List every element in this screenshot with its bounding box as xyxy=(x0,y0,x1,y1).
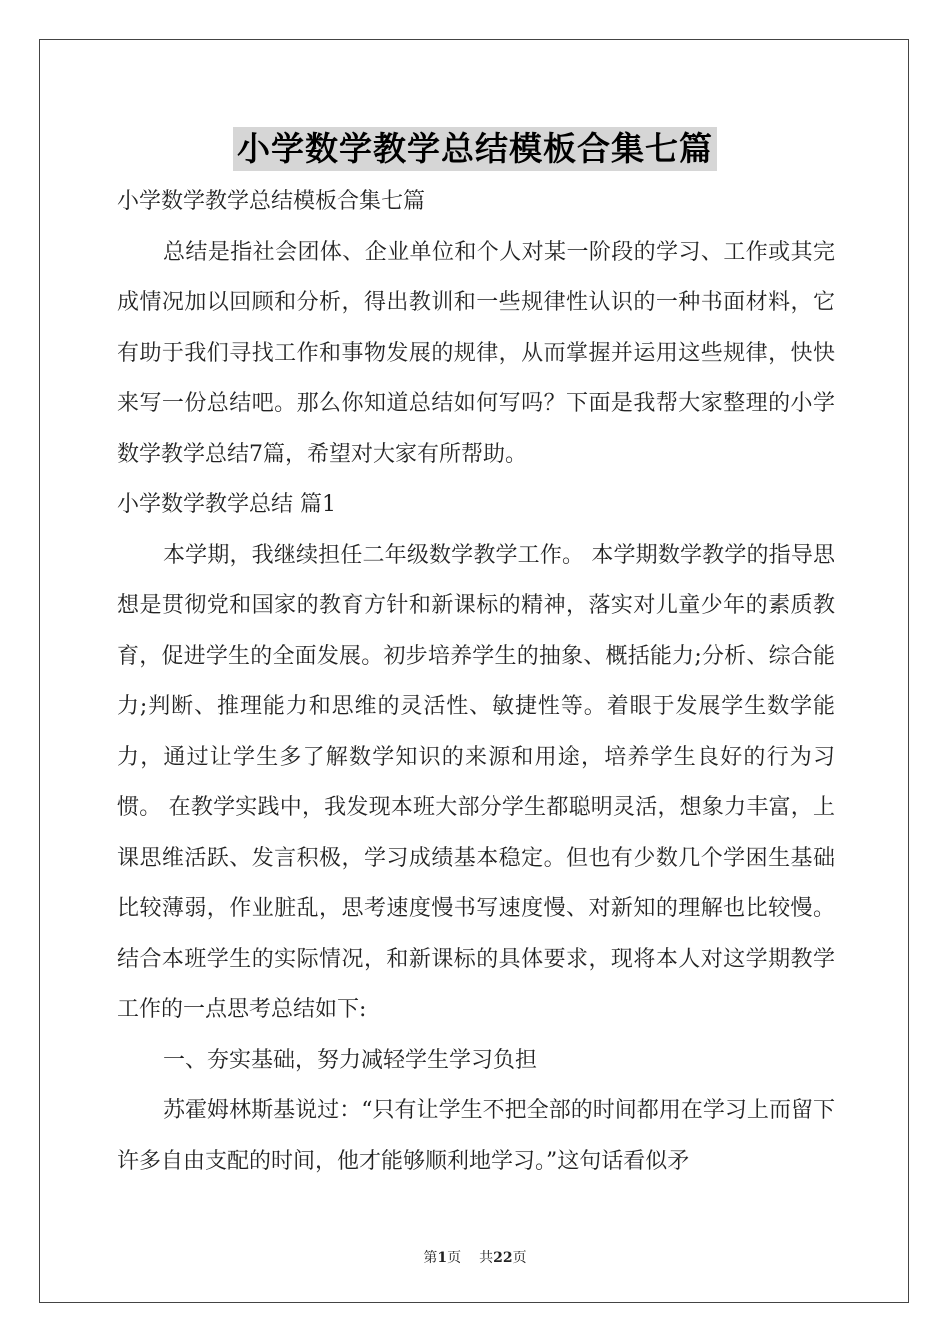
page-current: 1 xyxy=(437,1250,448,1266)
total-prefix: 共 xyxy=(479,1250,494,1266)
intro-paragraph: 总结是指社会团体、企业单位和个人对某一阶段的学习、工作或其完成情况加以回顾和分析，得出教训和一些规律性认识的一种书面材料，它有助于我们寻找工作和事物发展的规律，从而掌握并运用这些规律，快快来写一份总结吧。那么你知道总结如何写吗？下面是我帮大家整理的小学数学教学总结7篇，希望对大家有所帮助。 xyxy=(117,239,835,467)
page-prefix: 第 xyxy=(423,1250,438,1266)
section-paragraph: 本学期，我继续担任二年级数学教学工作。 本学期数学教学的指导思想是贯彻党和国家的教育方针和新课标的精神，落实对儿童少年的素质教育，促进学生的全面发展。初步培养学生的抽象、概括能力;分析、综合能力;判断、推理能力和思维的灵活性、敏捷性等。着眼于发展学生数学能力，通过让学生多了解数学知识的来源和用途，培养学生良好的行为习惯。 在教学实践中，我发现本班大部分学生都聪明灵活，想象力丰富，上课思维活跃、发言积极，学习成绩基本稳定。但也有少数几个学困生基础比较薄弱，作业脏乱，思考速度慢书写速度慢、对新知的理解也比较慢。结合本班学生的实际情况，和新课标的具体要求，现将本人对这学期教学工作的一点思考总结如下: xyxy=(117,542,835,1022)
document-body xyxy=(117,177,835,1187)
page-footer xyxy=(0,1247,950,1267)
page-total: 22 xyxy=(493,1250,513,1266)
page-suffix: 页 xyxy=(447,1250,462,1266)
document-title: 小学数学教学总结模板合集七篇 xyxy=(233,127,717,171)
document-subtitle: 小学数学教学总结模板合集七篇 xyxy=(117,189,426,214)
section-point-heading: 一、夯实基础，努力减轻学生学习负担 xyxy=(163,1047,538,1073)
section-heading: 小学数学教学总结 篇1 xyxy=(117,492,336,517)
section-paragraph-2: 苏霍姆林斯基说过：“只有让学生不把全部的时间都用在学习上而留下许多自由支配的时间，他才能够顺利地学习。”这句话看似矛 xyxy=(117,1098,835,1174)
total-suffix: 页 xyxy=(512,1250,527,1266)
title-container xyxy=(0,127,950,171)
